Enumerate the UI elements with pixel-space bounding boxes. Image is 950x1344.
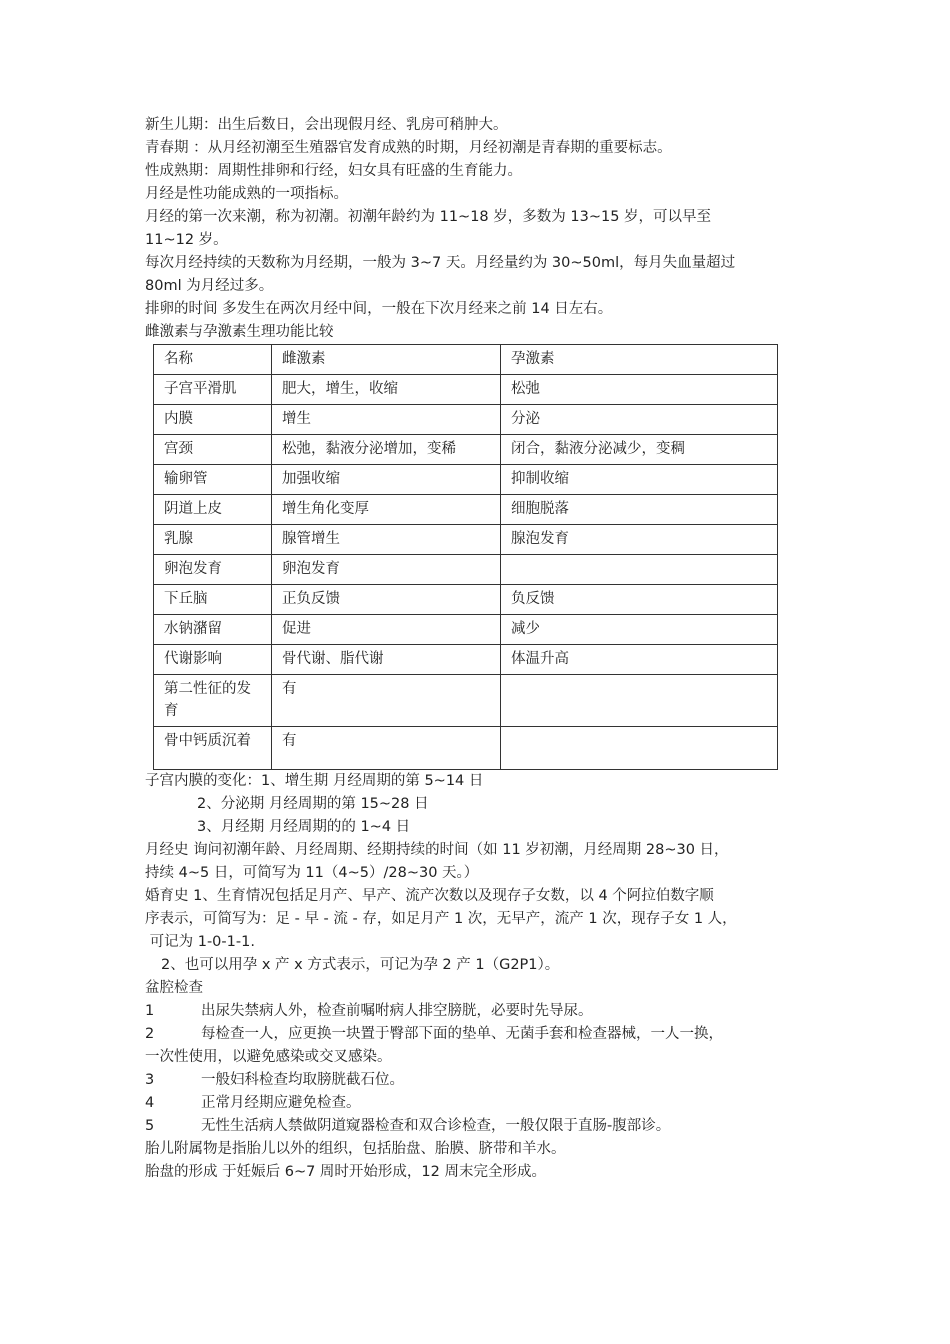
table-cell: 分泌 <box>501 405 778 435</box>
text-line: 子宫内膜的变化：1、增生期 月经周期的第 5~14 日 <box>145 773 484 789</box>
exam-list <box>145 1000 825 1138</box>
text-line: 性成熟期：周期性排卵和行经，妇女具有旺盛的生育能力。 <box>145 163 522 179</box>
table-cell: 正负反馈 <box>272 585 501 615</box>
table-cell: 输卵管 <box>154 465 272 495</box>
text-line: 胎儿附属物是指胎儿以外的组织，包括胎盘、胎膜、脐带和羊水。 <box>145 1141 566 1157</box>
list-number: 2 <box>145 1026 155 1042</box>
table-cell: 骨中钙质沉着 <box>154 727 272 770</box>
list-number: 3 <box>145 1072 155 1088</box>
text-line: 胎盘的形成 于妊娠后 6~7 周时开始形成，12 周末完全形成。 <box>145 1164 546 1180</box>
list-item <box>145 1115 825 1138</box>
table-cell: 第二性征的发育 <box>154 675 272 727</box>
list-item <box>145 1023 825 1046</box>
table-cell: 抑制收缩 <box>501 465 778 495</box>
table-row <box>154 465 778 495</box>
text-line: 80ml 为月经过多。 <box>145 278 274 294</box>
list-item <box>145 1092 825 1115</box>
table-cell: 腺泡发育 <box>501 525 778 555</box>
intro-section <box>145 114 825 344</box>
table-cell: 腺管增生 <box>272 525 501 555</box>
tail-section <box>145 1138 825 1184</box>
table-cell <box>501 555 778 585</box>
table-cell: 有 <box>272 727 501 770</box>
table-cell <box>501 727 778 770</box>
text-line: 持续 4~5 日，可简写为 11（4~5）/28~30 天。） <box>145 865 479 881</box>
table-cell: 有 <box>272 675 501 727</box>
table-row <box>154 435 778 465</box>
text-line: 序表示，可简写为：足 - 早 - 流 - 存，如足月产 1 次，无早产，流产 1 次，现存子女 1 人， <box>145 911 737 927</box>
history-section <box>145 839 825 1000</box>
text-line: 月经史 询问初潮年龄、月经周期、经期持续的时间（如 11 岁初潮，月经周期 28~30 日， <box>145 842 729 858</box>
text-line: 月经的第一次来潮，称为初潮。初潮年龄约为 11~18 岁，多数为 13~15 岁，可以早至 <box>145 209 712 225</box>
list-item-continuation: 一次性使用，以避免感染或交叉感染。 <box>145 1049 392 1065</box>
table-row <box>154 405 778 435</box>
table-cell: 增生 <box>272 405 501 435</box>
table-cell: 代谢影响 <box>154 645 272 675</box>
text-line: 2、分泌期 月经周期的第 15~28 日 <box>197 796 429 812</box>
text-line: 月经是性功能成熟的一项指标。 <box>145 186 348 202</box>
header-cell: 孕激素 <box>501 345 778 375</box>
table-row <box>154 375 778 405</box>
table-row <box>154 675 778 727</box>
list-text: 无性生活病人禁做阴道窥器检查和双合诊检查，一般仅限于直肠-腹部诊。 <box>201 1118 671 1134</box>
table-caption: 雌激素与孕激素生理功能比较 <box>145 324 334 340</box>
table-cell: 阴道上皮 <box>154 495 272 525</box>
table-cell: 松弛，黏液分泌增加，变稀 <box>272 435 501 465</box>
list-text: 正常月经期应避免检查。 <box>201 1095 361 1111</box>
text-line: 11~12 岁。 <box>145 232 228 248</box>
table-cell: 下丘脑 <box>154 585 272 615</box>
endometrium-section <box>145 770 825 839</box>
table-cell: 细胞脱落 <box>501 495 778 525</box>
list-text: 出尿失禁病人外，检查前嘱咐病人排空膀胱，必要时先导尿。 <box>201 1003 593 1019</box>
table-cell: 负反馈 <box>501 585 778 615</box>
table-cell: 闭合，黏液分泌减少，变稠 <box>501 435 778 465</box>
section-heading: 盆腔检查 <box>145 980 203 996</box>
list-item <box>145 1069 825 1092</box>
text-line: 3、月经期 月经周期的的 1~4 日 <box>197 819 411 835</box>
table-cell: 卵泡发育 <box>154 555 272 585</box>
text-line: 新生儿期：出生后数日，会出现假月经、乳房可稍肿大。 <box>145 117 508 133</box>
list-text: 一般妇科检查均取膀胱截石位。 <box>201 1072 404 1088</box>
table-cell: 减少 <box>501 615 778 645</box>
table-cell: 增生角化变厚 <box>272 495 501 525</box>
table-row <box>154 495 778 525</box>
text-line: 可记为 1-0-1-1. <box>145 934 255 950</box>
list-item <box>145 1000 825 1023</box>
list-number: 4 <box>145 1095 155 1111</box>
table-cell: 促进 <box>272 615 501 645</box>
table-cell: 松弛 <box>501 375 778 405</box>
table-cell: 子宫平滑肌 <box>154 375 272 405</box>
table-row <box>154 555 778 585</box>
table-row <box>154 615 778 645</box>
table-row <box>154 727 778 770</box>
table-row <box>154 585 778 615</box>
list-number: 5 <box>145 1118 155 1134</box>
table-cell: 水钠潴留 <box>154 615 272 645</box>
table-cell <box>501 675 778 727</box>
table-cell: 骨代谢、脂代谢 <box>272 645 501 675</box>
table-header-row <box>154 345 778 375</box>
hormone-comparison-table <box>153 344 778 770</box>
list-text: 每检查一人，应更换一块置于臀部下面的垫单、无菌手套和检查器械，一人一换， <box>201 1026 723 1042</box>
table-cell: 内膜 <box>154 405 272 435</box>
header-cell: 名称 <box>154 345 272 375</box>
text-line: 青春期 ：从月经初潮至生殖器官发育成熟的时期，月经初潮是青春期的重要标志。 <box>145 140 672 156</box>
list-number: 1 <box>145 1003 155 1019</box>
table-cell: 肥大，增生，收缩 <box>272 375 501 405</box>
text-line: 排卵的时间 多发生在两次月经中间，一般在下次月经来之前 14 日左右。 <box>145 301 613 317</box>
table-cell: 体温升高 <box>501 645 778 675</box>
table-cell: 加强收缩 <box>272 465 501 495</box>
table-row <box>154 645 778 675</box>
table-cell: 卵泡发育 <box>272 555 501 585</box>
table-row <box>154 525 778 555</box>
header-cell: 雌激素 <box>272 345 501 375</box>
text-line: 每次月经持续的天数称为月经期，一般为 3~7 天。月经量约为 30~50ml，每月失血量超过 <box>145 255 736 271</box>
text-line: 婚育史 1、生育情况包括足月产、早产、流产次数以及现存子女数，以 4 个阿拉伯数字顺 <box>145 888 714 904</box>
table-cell: 宫颈 <box>154 435 272 465</box>
table-cell: 乳腺 <box>154 525 272 555</box>
text-line: 2、也可以用孕 x 产 x 方式表示，可记为孕 2 产 1（G2P1）。 <box>161 957 560 973</box>
document-page <box>145 114 825 1184</box>
